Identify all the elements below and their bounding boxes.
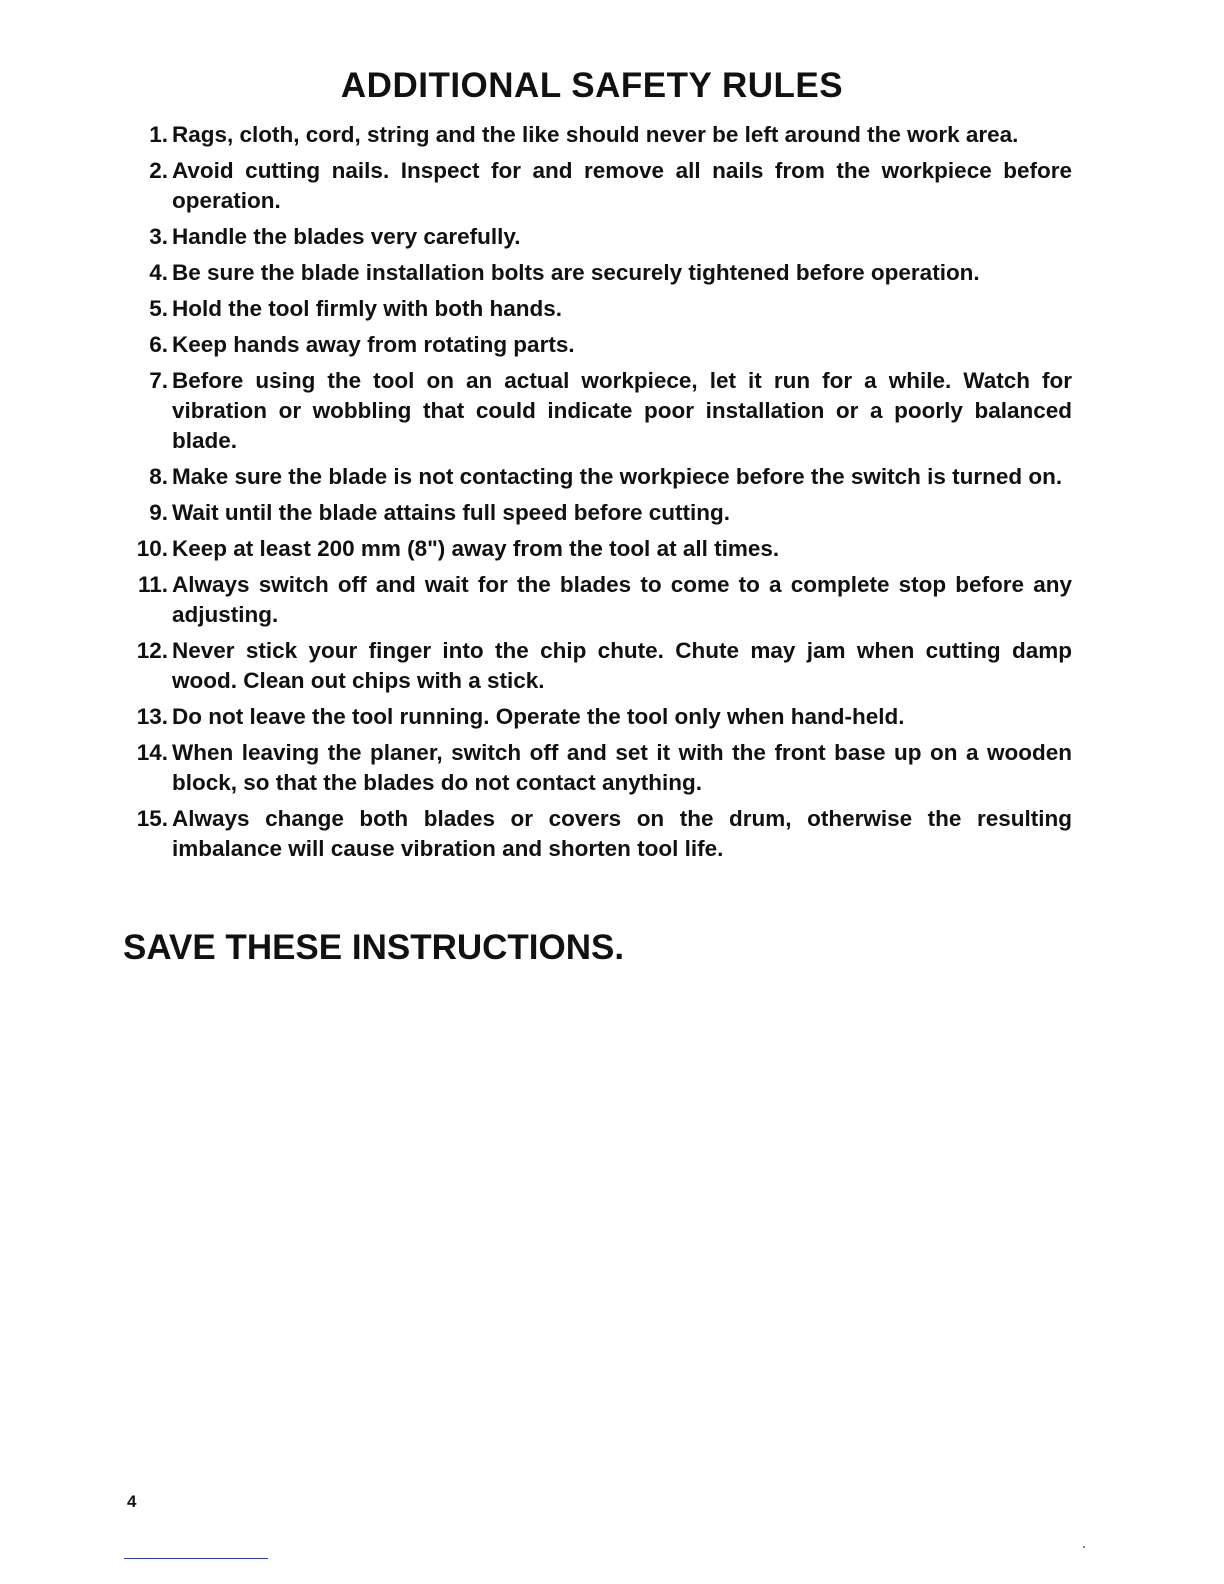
rule-number: 2. [149, 158, 168, 183]
rule-text: Handle the blades very carefully. [172, 224, 521, 249]
list-item [122, 294, 1072, 324]
rule-number: 9. [149, 500, 168, 525]
list-item [122, 120, 1072, 150]
rule-number: 7. [149, 368, 168, 393]
rule-text: Keep hands away from rotating parts. [172, 332, 575, 357]
rule-text: When leaving the planer, switch off and set it with the front base up on a wooden block, so that the blades do not contact anything. [172, 740, 1072, 795]
list-item [122, 366, 1072, 456]
rule-text: Make sure the blade is not contacting the workpiece before the switch is turned on. [172, 464, 1063, 489]
list-item [122, 156, 1072, 216]
list-item [122, 570, 1072, 630]
list-item [122, 330, 1072, 360]
list-item [122, 804, 1072, 864]
list-item [122, 462, 1072, 492]
rule-text: Keep at least 200 mm (8") away from the tool at all times. [172, 536, 780, 561]
rule-text: Wait until the blade attains full speed before cutting. [172, 500, 730, 525]
rule-number: 15. [136, 806, 168, 831]
rule-number: 12. [136, 638, 168, 663]
rule-text: Rags, cloth, cord, string and the like should never be left around the work area. [172, 122, 1019, 147]
list-item [122, 498, 1072, 528]
rule-text: Always switch off and wait for the blades to come to a complete stop before any adjusting. [172, 572, 1072, 627]
rule-text: Before using the tool on an actual workpiece, let it run for a while. Watch for vibration or wobbling that could indicate poor installation or a poorly balanced blade. [172, 368, 1072, 453]
rule-number: 1. [149, 122, 168, 147]
rule-number: 10. [136, 536, 168, 561]
rule-text: Avoid cutting nails. Inspect for and remove all nails from the workpiece before operation. [172, 158, 1072, 213]
rule-number: 13. [136, 704, 168, 729]
rule-text: Hold the tool firmly with both hands. [172, 296, 562, 321]
save-instructions-notice: SAVE THESE INSTRUCTIONS. [123, 928, 625, 967]
list-item [122, 534, 1072, 564]
rule-number: 6. [149, 332, 168, 357]
page-number: 4 [127, 1492, 137, 1511]
rule-number: 8. [149, 464, 168, 489]
scan-speck [1083, 1546, 1085, 1548]
rule-number: 5. [149, 296, 168, 321]
rule-number: 11. [137, 572, 168, 597]
page-title: ADDITIONAL SAFETY RULES [340, 66, 844, 105]
list-item [122, 222, 1072, 252]
rule-number: 4. [149, 260, 168, 285]
rule-number: 3. [149, 224, 168, 249]
list-item [122, 738, 1072, 798]
footer-divider [124, 1558, 268, 1559]
list-item [122, 702, 1072, 732]
rule-text: Do not leave the tool running. Operate the tool only when hand-held. [172, 704, 905, 729]
rule-text: Be sure the blade installation bolts are securely tightened before operation. [172, 260, 980, 285]
rule-number: 14. [136, 740, 168, 765]
rule-text: Never stick your finger into the chip chute. Chute may jam when cutting damp wood. Clean out chips with a stick. [172, 638, 1072, 693]
rule-text: Always change both blades or covers on the drum, otherwise the resulting imbalance will cause vibration and shorten tool life. [172, 806, 1072, 861]
list-item [122, 636, 1072, 696]
safety-rules-list [122, 120, 1072, 870]
list-item [122, 258, 1072, 288]
